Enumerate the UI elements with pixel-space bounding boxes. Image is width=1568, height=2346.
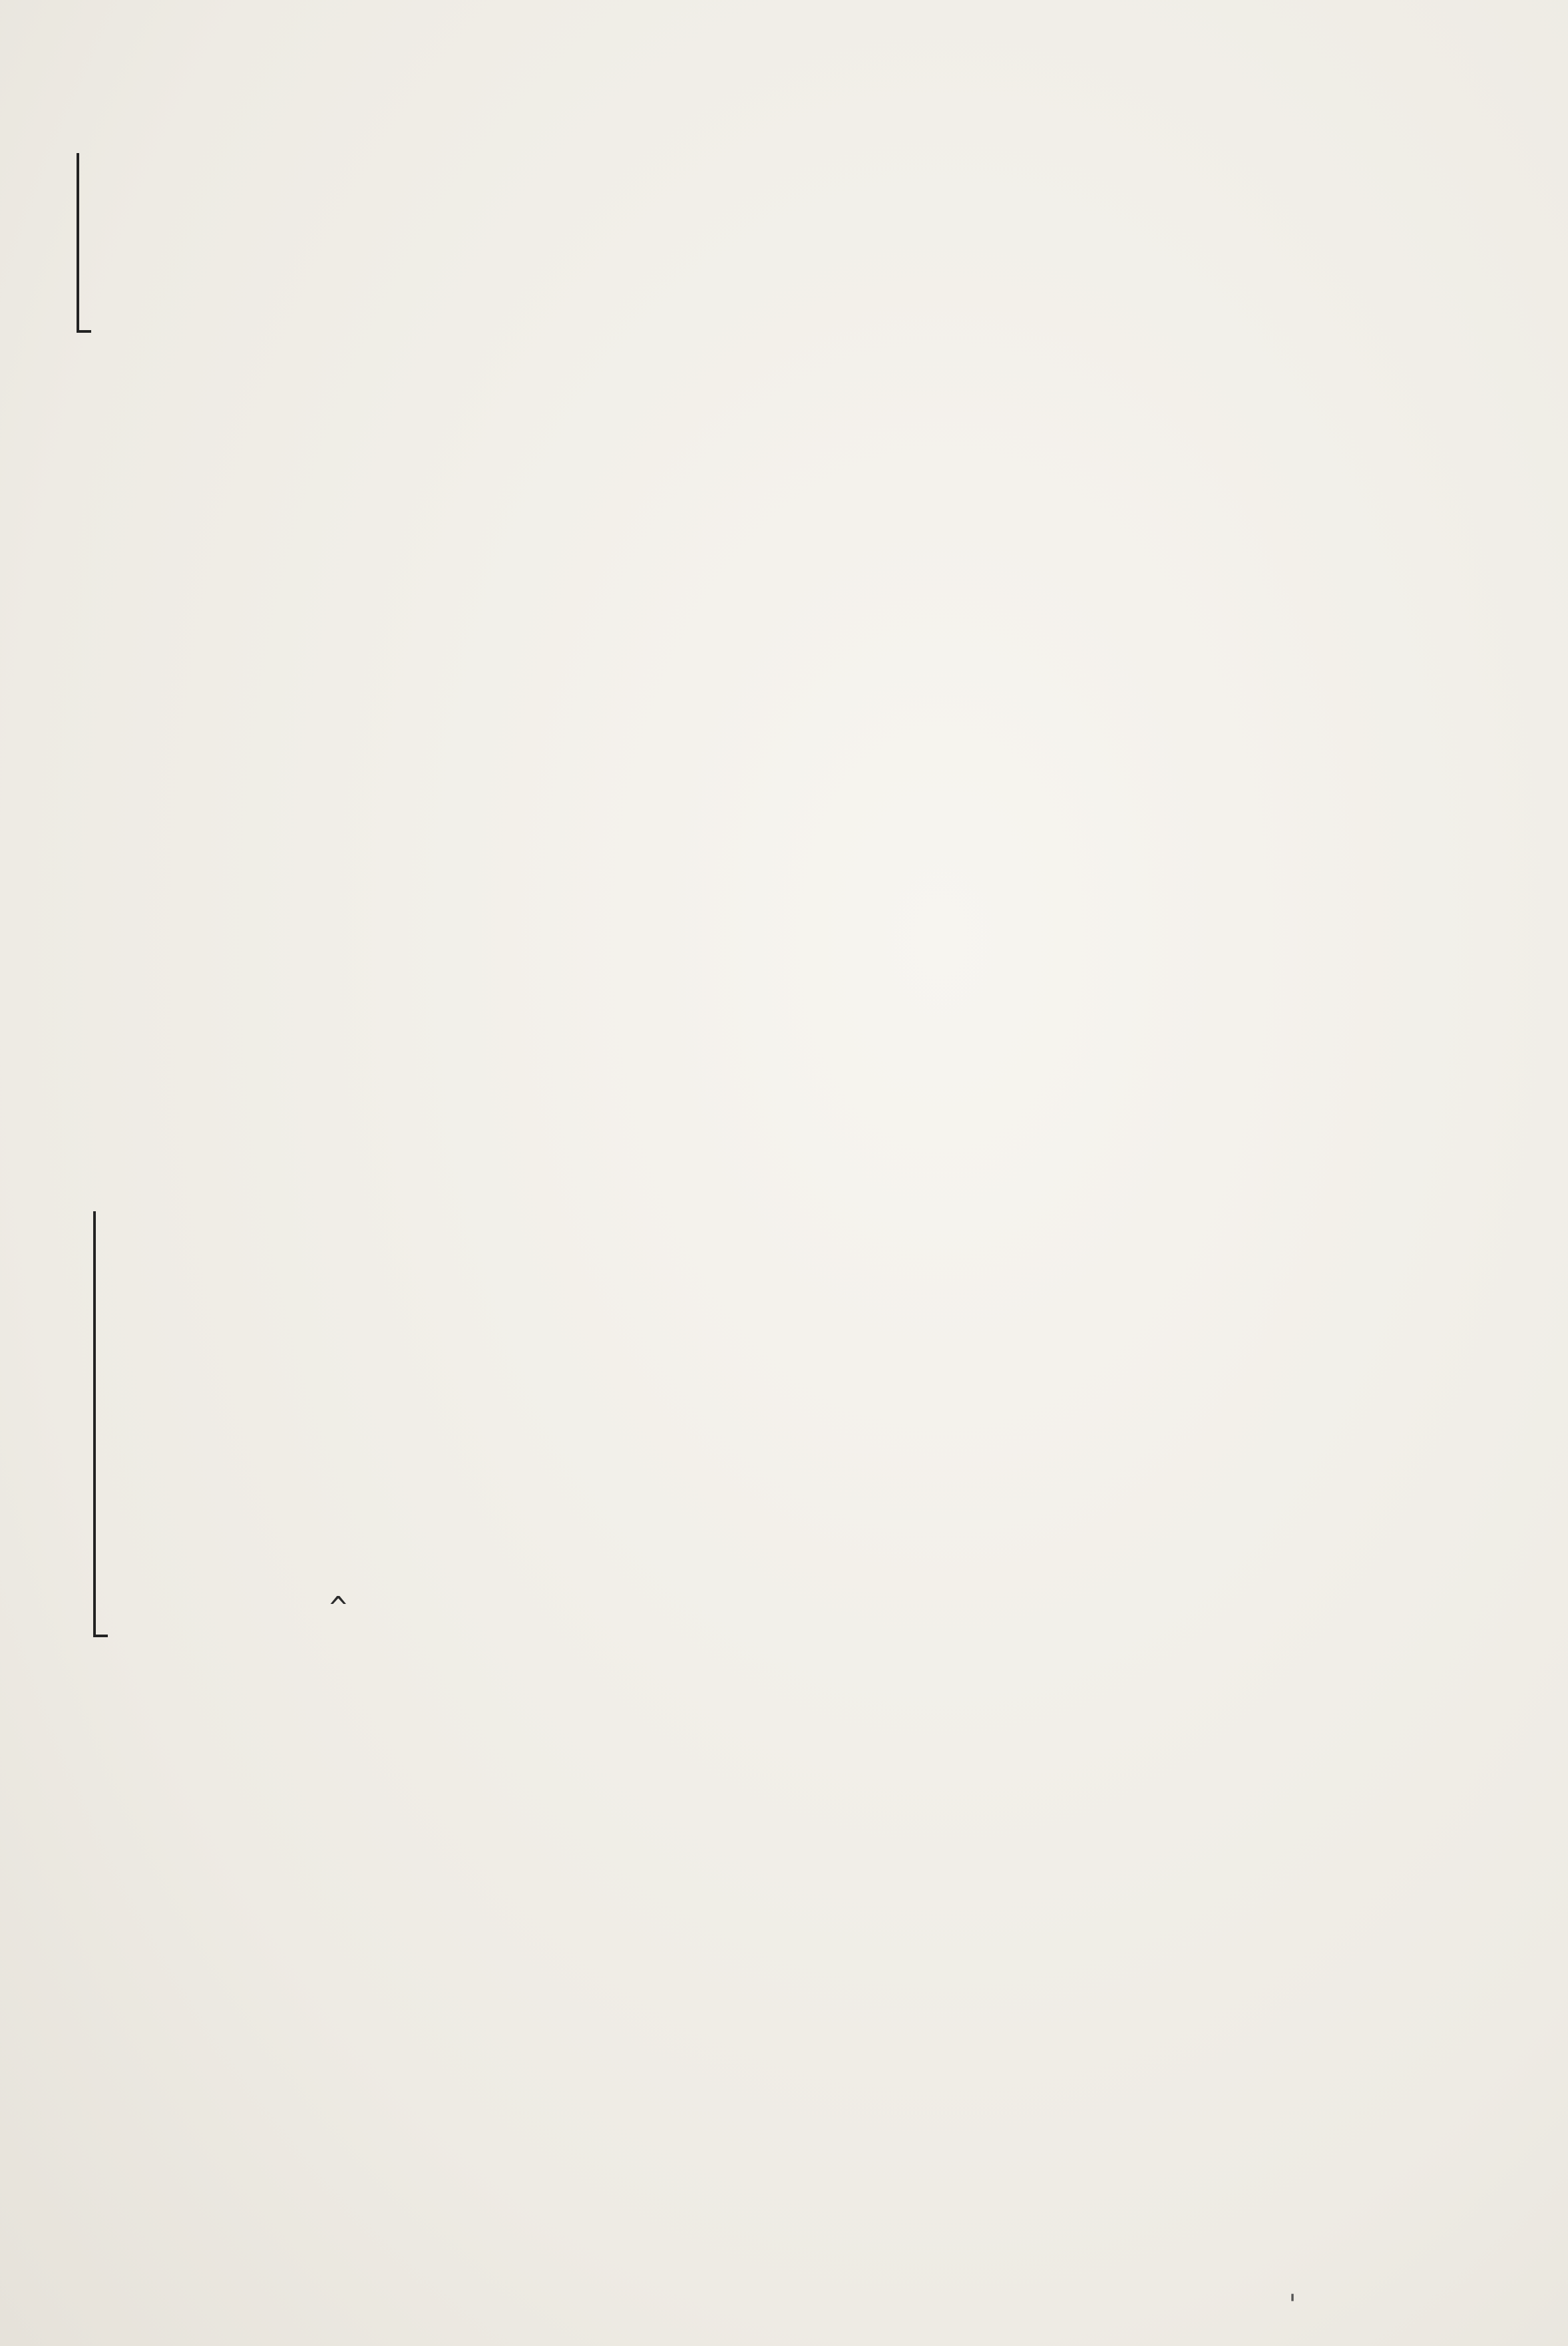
insertion-caret: ^ [329,1591,347,1625]
bracket-middle [93,1211,96,1637]
bracket-top [77,153,79,333]
page-mark: ' [1284,2289,1301,2320]
